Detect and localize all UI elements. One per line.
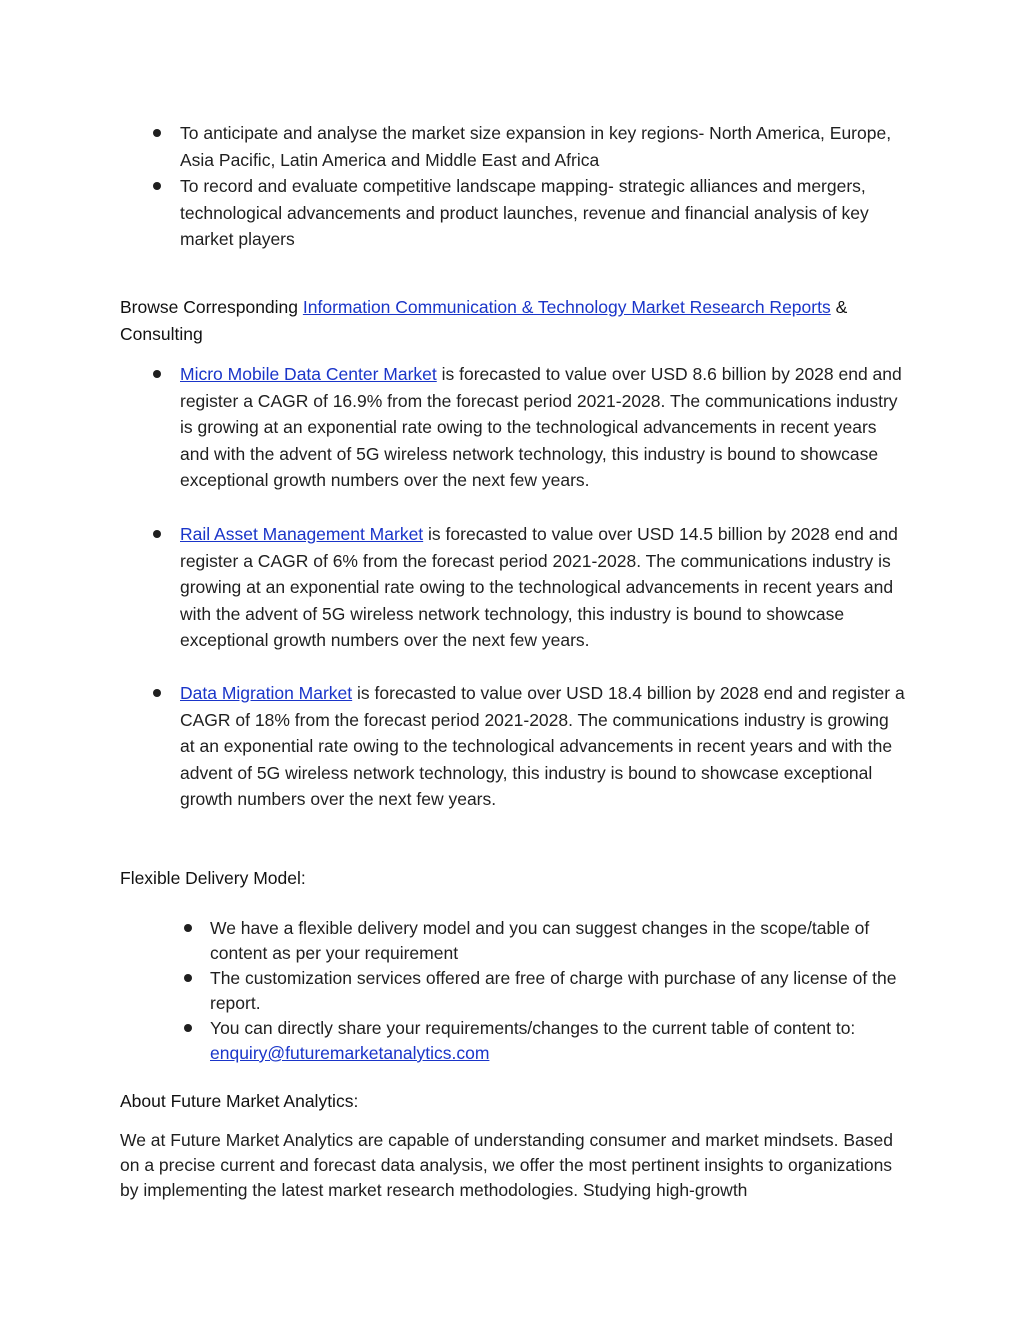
bullet-icon (184, 924, 192, 932)
delivery-item-text: You can directly share your requirements/changes to the current table of content to: (210, 1018, 856, 1038)
bullet-icon (153, 530, 161, 538)
bullet-icon (153, 129, 161, 137)
list-item (120, 1016, 905, 1066)
bullet-icon (184, 974, 192, 982)
report-item (120, 361, 905, 494)
report-description: is forecasted to value over USD 8.6 billion by 2028 end and register a CAGR of 16.9% from the forecast period 2021-2028. The communications industry is growing at an exponential rate owing to the technological advancements in recent years and with the advent of 5G wireless network technology, this industry is bound to showcase exceptional growth numbers over the next few years. (180, 364, 902, 490)
bullet-icon (153, 182, 161, 190)
report-item (120, 521, 905, 654)
browse-heading (120, 294, 905, 347)
objectives-list (120, 120, 905, 253)
list-item (120, 916, 905, 966)
objective-text: To anticipate and analyse the market size expansion in key regions- North America, Europe, Asia Pacific, Latin America and Middle East and Africa (180, 123, 892, 170)
list-item (120, 680, 905, 813)
delivery-list (120, 916, 905, 1066)
objective-text: To record and evaluate competitive landscape mapping- strategic alliances and mergers, technological advancements and product launches, revenue and financial analysis of key market players (180, 176, 869, 249)
delivery-item-text: We have a flexible delivery model and you can suggest changes in the scope/table of content as per your requirement (210, 918, 870, 963)
bullet-icon (184, 1024, 192, 1032)
delivery-item-text: The customization services offered are free of charge with purchase of any license of the report. (210, 968, 897, 1013)
about-heading: About Future Market Analytics: (120, 1091, 359, 1111)
report-item (120, 680, 905, 813)
list-item (120, 361, 905, 494)
bullet-icon (153, 689, 161, 697)
list-item (120, 966, 905, 1016)
list-item (120, 173, 905, 253)
delivery-heading: Flexible Delivery Model: (120, 868, 306, 888)
micro-mobile-data-center-link[interactable]: Micro Mobile Data Center Market (180, 364, 437, 384)
report-description: is forecasted to value over USD 18.4 billion by 2028 end and register a CAGR of 18% from the forecast period 2021-2028. The communications industry is growing at an exponential rate owing to the technological advancements in recent years and with the advent of 5G wireless network technology, this industry is bound to showcase exceptional growth numbers over the next few years. (180, 683, 905, 809)
list-item (120, 120, 905, 173)
ict-reports-link[interactable]: Information Communication & Technology Market Research Reports (302, 297, 831, 317)
report-description: is forecasted to value over USD 14.5 billion by 2028 end and register a CAGR of 6% from the forecast period 2021-2028. The communications industry is growing at an exponential rate owing to the technological advancements in recent years and with the advent of 5G wireless network technology, this industry is bound to showcase exceptional growth numbers over the next few years. (180, 524, 898, 650)
rail-asset-management-link[interactable]: Rail Asset Management Market (180, 524, 424, 544)
about-paragraph: We at Future Market Analytics are capable of understanding consumer and market mindsets. Based on a precise current and forecast data analysis, we offer the most pertinent insights to organizations by implementing the latest market research methodologies. Studying high-growth (120, 1130, 893, 1200)
bullet-icon (153, 370, 161, 378)
browse-suffix: & Consulting (120, 297, 848, 344)
data-migration-link[interactable]: Data Migration Market (180, 683, 353, 703)
browse-prefix: Browse Corresponding (120, 297, 303, 317)
list-item (120, 521, 905, 654)
enquiry-email-link[interactable]: enquiry@futuremarketanalytics.com (210, 1043, 490, 1063)
